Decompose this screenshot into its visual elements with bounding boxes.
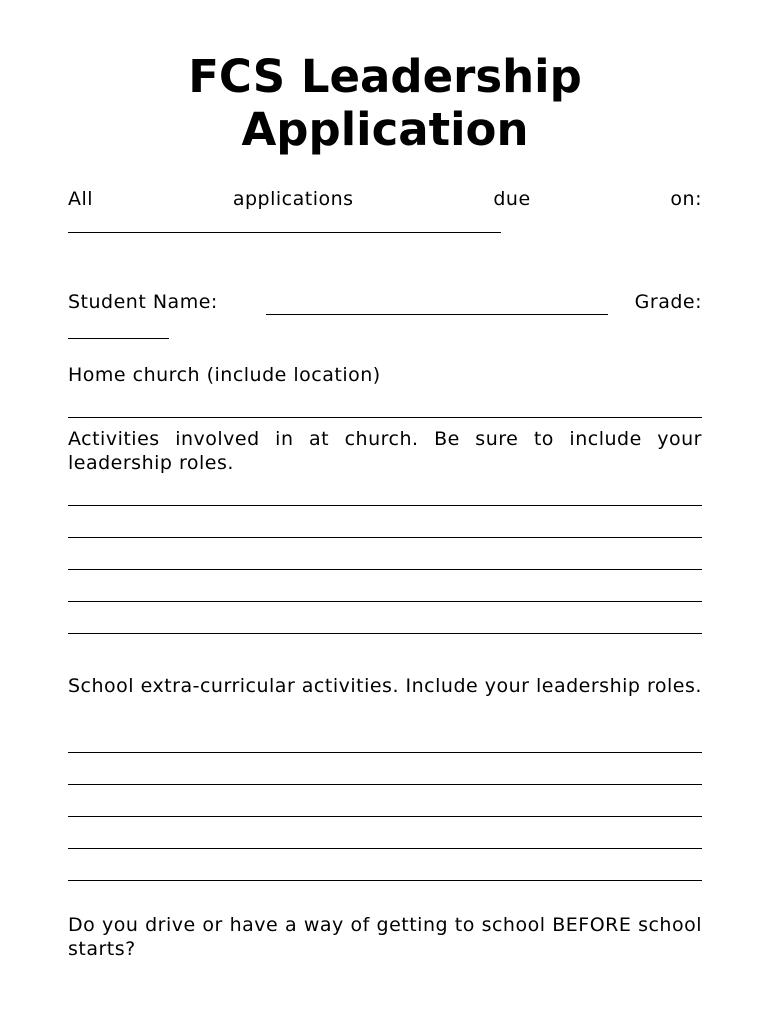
school-activities-line-3[interactable] xyxy=(68,816,702,817)
church-activities-line-1[interactable] xyxy=(68,505,702,506)
school-activities-line-4[interactable] xyxy=(68,848,702,849)
due-date-blank[interactable] xyxy=(68,232,501,233)
student-row xyxy=(68,290,702,314)
school-activities-line-1[interactable] xyxy=(68,752,702,753)
school-activities-line-5[interactable] xyxy=(68,880,702,881)
church-activities-line-4[interactable] xyxy=(68,601,702,602)
grade-label: Grade: xyxy=(634,291,702,313)
grade-blank[interactable] xyxy=(68,338,169,339)
due-date-label xyxy=(68,187,702,211)
school-activities-prompt: School extra-curricular activities. Include your leadership roles. xyxy=(68,675,702,697)
church-activities-line-2[interactable] xyxy=(68,537,702,538)
due-word-due: due xyxy=(493,188,531,210)
student-name-label: Student Name: xyxy=(68,291,218,313)
title-line-2: Application xyxy=(241,103,529,156)
due-word-on: on: xyxy=(670,188,702,210)
page-title xyxy=(0,50,770,156)
school-activities-line-2[interactable] xyxy=(68,784,702,785)
title-line-1: FCS Leadership xyxy=(188,50,582,103)
church-activities-prompt: Activities involved in at church. Be sure to include your leadership roles. xyxy=(68,428,702,474)
transport-prompt: Do you drive or have a way of getting to school BEFORE school starts? xyxy=(68,914,702,960)
home-church-label: Home church (include location) xyxy=(68,364,381,386)
church-activities-line-5[interactable] xyxy=(68,633,702,634)
due-word-all: All xyxy=(68,188,94,210)
due-word-applications: applications xyxy=(232,188,354,210)
student-name-blank[interactable] xyxy=(266,314,608,315)
church-activities-line-3[interactable] xyxy=(68,569,702,570)
home-church-blank[interactable] xyxy=(68,417,702,418)
